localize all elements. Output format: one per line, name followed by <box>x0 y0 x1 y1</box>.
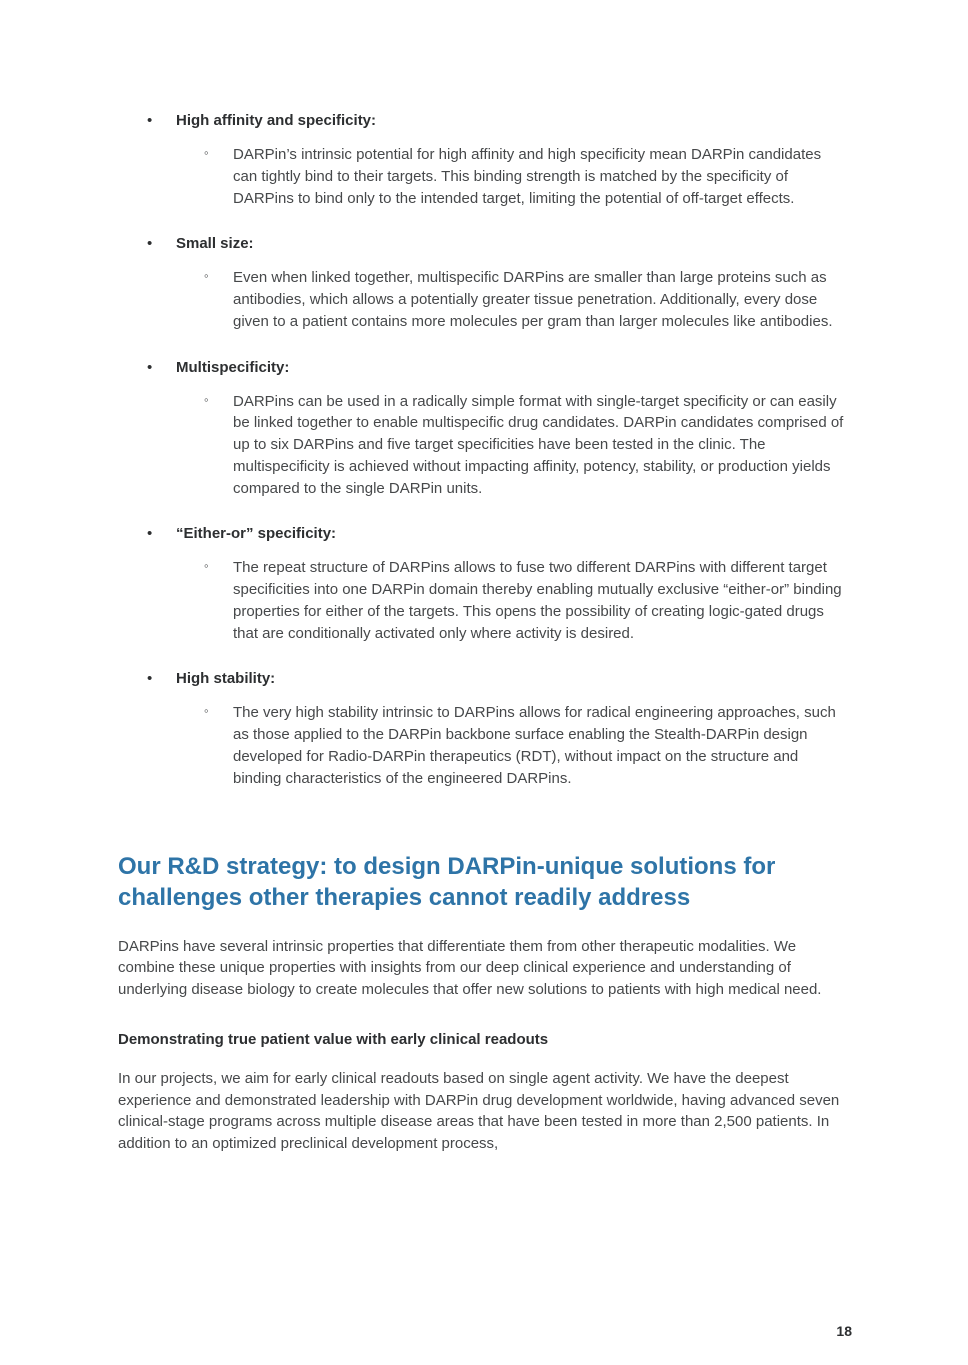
bullet-dot-icon: • <box>147 235 153 253</box>
sub-bullet-circle-icon: ◦ <box>204 391 209 407</box>
sub-bullet-circle-icon: ◦ <box>204 558 209 574</box>
bullet-item <box>118 112 848 209</box>
section-heading: Our R&D strategy: to design DARPin-unique solutions for challenges other therapies cannot readily address <box>118 853 776 912</box>
bullet-dot-icon: • <box>147 112 153 129</box>
bullet-body-text: DARPins can be used in a radically simple format with single-target specificity or can easily be linked together to enable multispecific drug candidates. DARPin candidates comprised of up to six DARPins and five target specificities have been tested in the clinic. The multispecificity is achieved without impacting affinity, potency, stability, or production yields compared to the single DARPin units. <box>233 392 844 497</box>
sub-bullet-circle-icon: ◦ <box>204 268 209 284</box>
bullet-label: High affinity and specificity: <box>176 112 377 129</box>
bullet-body-text: The repeat structure of DARPins allows to fuse two different DARPins with different target specificities into one DARPin domain thereby enabling mutually exclusive “either-or” binding properties for either of the targets. This opens the possibility of creating logic-gated drugs that are conditionally activated only where activity is desired. <box>233 559 842 642</box>
section-paragraph: In our projects, we aim for early clinical readouts based on single agent activity. We have the deepest experience and demonstrated leadership with DARPin drug development worldwide, having advanced seven clinical-stage programs across multiple disease areas that have been tested in more than 2,500 patients. In addition to an optimized preclinical development process, <box>118 1069 840 1153</box>
bullet-dot-icon: • <box>147 525 153 543</box>
sub-bullet-circle-icon: ◦ <box>204 703 209 719</box>
section-intro-paragraph: DARPins have several intrinsic properties that differentiate them from other therapeutic modalities. We combine these unique properties with insights from our deep clinical experience and understanding of underlying disease biology to create molecules that offer new solutions to patients with high medical need. <box>118 937 822 999</box>
bullet-label: Multispecificity: <box>176 358 290 376</box>
section-subheading: Demonstrating true patient value with early clinical readouts <box>118 1030 549 1048</box>
bullet-body-text: Even when linked together, multispecific DARPins are smaller than large proteins such as antibodies, which allows a potentially greater tissue penetration. Additionally, every dose given to a patient contains more molecules per gram than larger molecules like antibodies. <box>233 269 833 330</box>
bullet-label: Small size: <box>176 235 254 253</box>
bullet-item <box>118 525 848 644</box>
bullet-dot-icon: • <box>147 670 153 688</box>
bullet-body-text: The very high stability intrinsic to DARPins allows for radical engineering approaches, such as those applied to the DARPin backbone surface enabling the Stealth-DARPin design developed for Radio-DARPin therapeutics (RDT), without impact on the structure and binding characteristics of the engineered DARPins. <box>233 704 836 787</box>
bullet-body-text: DARPin’s intrinsic potential for high affinity and high specificity mean DARPin candidates can tightly bind to their targets. This binding strength is matched by the specificity of DARPins to bind only to the intended target, limiting the potential of off-target effects. <box>233 146 822 207</box>
bullet-label: High stability: <box>176 670 276 688</box>
bullet-item <box>118 235 848 332</box>
bullet-dot-icon: • <box>147 358 153 376</box>
bullet-item <box>118 359 848 500</box>
sub-bullet-circle-icon: ◦ <box>204 145 209 160</box>
bullet-item <box>118 670 848 789</box>
bullet-label: “Either-or” specificity: <box>176 525 337 543</box>
page-number: 18 <box>836 1323 852 1339</box>
